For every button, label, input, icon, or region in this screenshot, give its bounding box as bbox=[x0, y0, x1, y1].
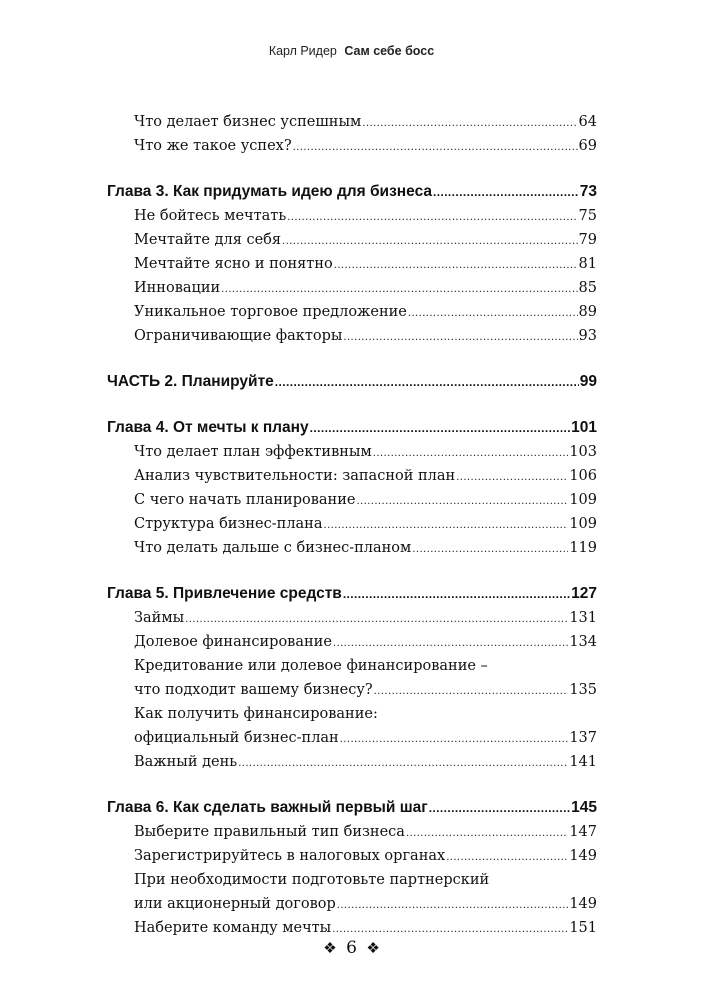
toc-entry-title: Займы bbox=[134, 610, 185, 626]
toc-entry-title: Что делать дальше с бизнес-планом bbox=[134, 540, 412, 556]
dot-leader bbox=[310, 420, 570, 436]
toc-entry-page: 99 bbox=[579, 373, 597, 390]
dot-leader bbox=[275, 374, 579, 390]
toc-entry-page: 106 bbox=[569, 468, 597, 484]
section-spacer bbox=[107, 158, 597, 180]
toc-section-entry bbox=[107, 300, 597, 324]
toc-entry-page: 135 bbox=[569, 682, 597, 698]
toc-entry-title: Инновации bbox=[134, 280, 221, 296]
toc-section-entry bbox=[107, 892, 597, 916]
dot-leader bbox=[429, 800, 570, 816]
toc-entry-page: 149 bbox=[569, 848, 597, 864]
running-header bbox=[0, 44, 703, 58]
toc-chapter-entry bbox=[107, 370, 597, 394]
toc-entry-page: 137 bbox=[569, 730, 597, 746]
toc-entry-title: С чего начать планирование bbox=[134, 492, 356, 508]
page-footer bbox=[0, 938, 703, 958]
toc-section-entry bbox=[107, 844, 597, 868]
header-author: Карл Ридер bbox=[268, 44, 337, 58]
toc-entry-title: Что же такое успех? bbox=[134, 138, 292, 154]
toc-section-entry bbox=[107, 820, 597, 844]
dot-leader bbox=[412, 541, 568, 556]
dot-leader bbox=[343, 329, 577, 344]
dot-leader bbox=[334, 257, 578, 272]
toc-entry-page: 149 bbox=[569, 896, 597, 912]
dot-leader bbox=[293, 139, 578, 154]
toc-entry-page: 101 bbox=[571, 419, 597, 436]
toc-section-entry bbox=[107, 134, 597, 158]
toc-section-entry bbox=[107, 228, 597, 252]
toc-section-entry bbox=[107, 440, 597, 464]
toc-chapter-entry bbox=[107, 180, 597, 204]
toc-entry-title: или акционерный договор bbox=[134, 896, 336, 912]
toc-entry-title: Мечтайте ясно и понятно bbox=[134, 256, 333, 272]
section-spacer bbox=[107, 348, 597, 370]
toc-section-entry bbox=[107, 750, 597, 774]
toc-entry-page: 85 bbox=[578, 280, 597, 296]
toc-section-entry bbox=[107, 276, 597, 300]
toc-entry-title: Что делает бизнес успешным bbox=[134, 114, 362, 130]
header-book-title: Сам себе босс bbox=[344, 44, 435, 58]
toc-entry-page: 73 bbox=[579, 183, 597, 200]
toc-entry-page: 79 bbox=[578, 232, 597, 248]
page-number: 6 bbox=[346, 938, 357, 958]
toc-entry-page: 109 bbox=[569, 516, 597, 532]
dot-leader bbox=[373, 445, 569, 460]
toc-entry-title: Глава 3. Как придумать идею для бизнеса bbox=[107, 183, 432, 200]
toc-entry-title: Глава 5. Привлечение средств bbox=[107, 585, 342, 602]
section-spacer bbox=[107, 394, 597, 416]
toc-entry-title: Глава 6. Как сделать важный первый шаг bbox=[107, 799, 428, 816]
toc-entry-page: 103 bbox=[569, 444, 597, 460]
toc-section-entry bbox=[107, 464, 597, 488]
toc-entry-title: Что делает план эффективным bbox=[134, 444, 372, 460]
dot-leader bbox=[238, 755, 568, 770]
dot-leader bbox=[221, 281, 577, 296]
toc-entry-page: 145 bbox=[571, 799, 597, 816]
toc-section-entry bbox=[107, 726, 597, 750]
toc-section-entry bbox=[107, 324, 597, 348]
toc-entry-title: Не бойтесь мечтать bbox=[134, 208, 287, 224]
toc-section-entry bbox=[107, 630, 597, 654]
dot-leader bbox=[374, 683, 569, 698]
toc-chapter-entry bbox=[107, 416, 597, 440]
toc-entry-page: 151 bbox=[569, 920, 597, 936]
toc-entry-line: Как получить финансирование: bbox=[134, 706, 378, 722]
dot-leader bbox=[408, 305, 578, 320]
toc-entry-page: 69 bbox=[578, 138, 597, 154]
toc-section-entry bbox=[107, 252, 597, 276]
dot-leader bbox=[340, 731, 569, 746]
toc-entry-page: 89 bbox=[578, 304, 597, 320]
toc-entry-page: 109 bbox=[569, 492, 597, 508]
toc-entry-title: Анализ чувствительности: запасной план bbox=[134, 468, 456, 484]
section-spacer bbox=[107, 560, 597, 582]
toc-section-entry bbox=[107, 204, 597, 228]
toc-entry-line: При необходимости подготовьте партнерский bbox=[134, 872, 490, 888]
table-of-contents bbox=[107, 110, 597, 940]
dot-leader bbox=[433, 184, 579, 200]
dot-leader bbox=[446, 849, 568, 864]
dot-leader bbox=[332, 921, 568, 936]
toc-entry-title: официальный бизнес-план bbox=[134, 730, 339, 746]
section-spacer bbox=[107, 774, 597, 796]
toc-entry-title: Ограничивающие факторы bbox=[134, 328, 343, 344]
toc-entry-title: Зарегистрируйтесь в налоговых органах bbox=[134, 848, 446, 864]
toc-entry-page: 64 bbox=[578, 114, 597, 130]
dot-leader bbox=[406, 825, 568, 840]
toc-entry-page: 81 bbox=[578, 256, 597, 272]
toc-section-entry bbox=[107, 536, 597, 560]
dot-leader bbox=[282, 233, 578, 248]
toc-section-entry bbox=[107, 606, 597, 630]
ornament-right-icon: ❖ bbox=[366, 939, 380, 957]
toc-entry-title: Наберите команду мечты bbox=[134, 920, 332, 936]
toc-entry-title: что подходит вашему бизнесу? bbox=[134, 682, 373, 698]
dot-leader bbox=[287, 209, 577, 224]
dot-leader bbox=[356, 493, 568, 508]
toc-entry-line: Кредитование или долевое финансирование – bbox=[134, 658, 488, 674]
toc-chapter-entry bbox=[107, 582, 597, 606]
toc-section-entry bbox=[107, 678, 597, 702]
dot-leader bbox=[323, 517, 568, 532]
toc-entry-page: 75 bbox=[578, 208, 597, 224]
toc-entry-page: 131 bbox=[569, 610, 597, 626]
dot-leader bbox=[333, 635, 568, 650]
toc-section-entry bbox=[107, 512, 597, 536]
dot-leader bbox=[456, 469, 568, 484]
dot-leader bbox=[185, 611, 568, 626]
toc-entry-page: 93 bbox=[578, 328, 597, 344]
toc-entry-title: Важный день bbox=[134, 754, 238, 770]
toc-entry-page: 127 bbox=[571, 585, 597, 602]
toc-entry-title: Мечтайте для себя bbox=[134, 232, 282, 248]
toc-entry-page: 141 bbox=[569, 754, 597, 770]
dot-leader bbox=[362, 115, 577, 130]
toc-entry-page: 134 bbox=[569, 634, 597, 650]
toc-section-entry bbox=[107, 488, 597, 512]
ornament-left-icon: ❖ bbox=[323, 939, 337, 957]
dot-leader bbox=[343, 586, 570, 602]
toc-entry-page: 119 bbox=[569, 540, 597, 556]
toc-section-entry bbox=[107, 916, 597, 940]
toc-entry-title: Уникальное торговое предложение bbox=[134, 304, 407, 320]
dot-leader bbox=[337, 897, 569, 912]
toc-entry-title: Выберите правильный тип бизнеса bbox=[134, 824, 405, 840]
toc-entry-title: Долевое финансирование bbox=[134, 634, 332, 650]
toc-entry-page: 147 bbox=[569, 824, 597, 840]
toc-chapter-entry bbox=[107, 796, 597, 820]
toc-entry-title: ЧАСТЬ 2. Планируйте bbox=[107, 373, 274, 390]
toc-entry-title: Структура бизнес-плана bbox=[134, 516, 323, 532]
toc-entry-title: Глава 4. От мечты к плану bbox=[107, 419, 309, 436]
toc-section-entry bbox=[107, 110, 597, 134]
